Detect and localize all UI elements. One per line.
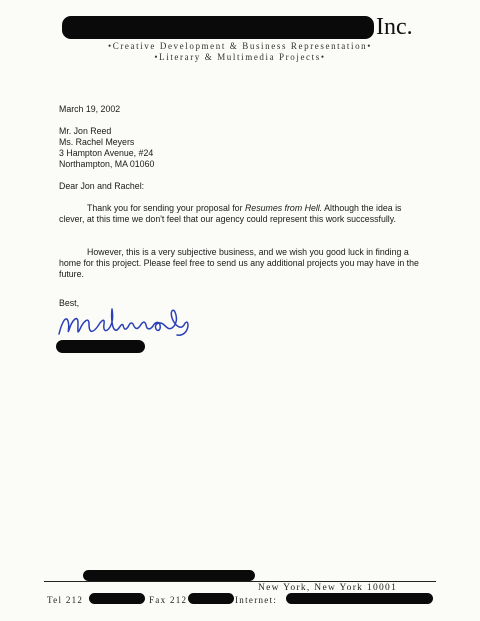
redacted-fax-number: [188, 593, 234, 604]
footer-internet-label: Internet:: [235, 595, 278, 605]
address-line: 3 Hampton Avenue, #24: [59, 148, 154, 158]
letter-date: March 19, 2002: [59, 104, 121, 114]
paragraph-1-text: Thank you for sending your proposal for: [87, 203, 245, 213]
redacted-signatory-name: [56, 340, 145, 353]
footer-rule: [44, 581, 436, 582]
company-suffix: Inc.: [376, 14, 413, 40]
address-line: Ms. Rachel Meyers: [59, 137, 135, 147]
footer-tel-label: Tel 212: [47, 595, 84, 605]
address-line: Mr. Jon Reed: [59, 126, 112, 136]
letterhead-tagline-2: •Literary & Multimedia Projects•: [154, 52, 326, 62]
paragraph-2: [59, 247, 427, 280]
letterhead-tagline-1: •Creative Development & Business Representation•: [107, 41, 373, 51]
paragraph-2-text: However, this is a very subjective business, and we wish you good luck in finding a home for this project. Please feel free to send us any additional projects you may have in the future.: [59, 247, 419, 279]
proposal-title: Resumes from Hell.: [244, 203, 323, 213]
paragraph-1: [59, 203, 427, 225]
footer-fax-label: Fax 212: [149, 595, 188, 605]
salutation: Dear Jon and Rachel:: [59, 181, 145, 191]
redacted-company-name: [62, 16, 374, 39]
redacted-address: [83, 570, 255, 581]
paragraph-1-text-cont: Although the idea is clever, at this time we don't feel that our agency could represent this work successfully.: [59, 203, 402, 224]
footer-city: New York, New York 10001: [258, 583, 398, 593]
handwritten-signature: [53, 302, 203, 344]
closing: Best,: [59, 298, 80, 308]
address-line: Northampton, MA 01060: [59, 159, 155, 169]
redacted-internet-address: [286, 593, 433, 604]
redacted-tel-number: [89, 593, 145, 604]
